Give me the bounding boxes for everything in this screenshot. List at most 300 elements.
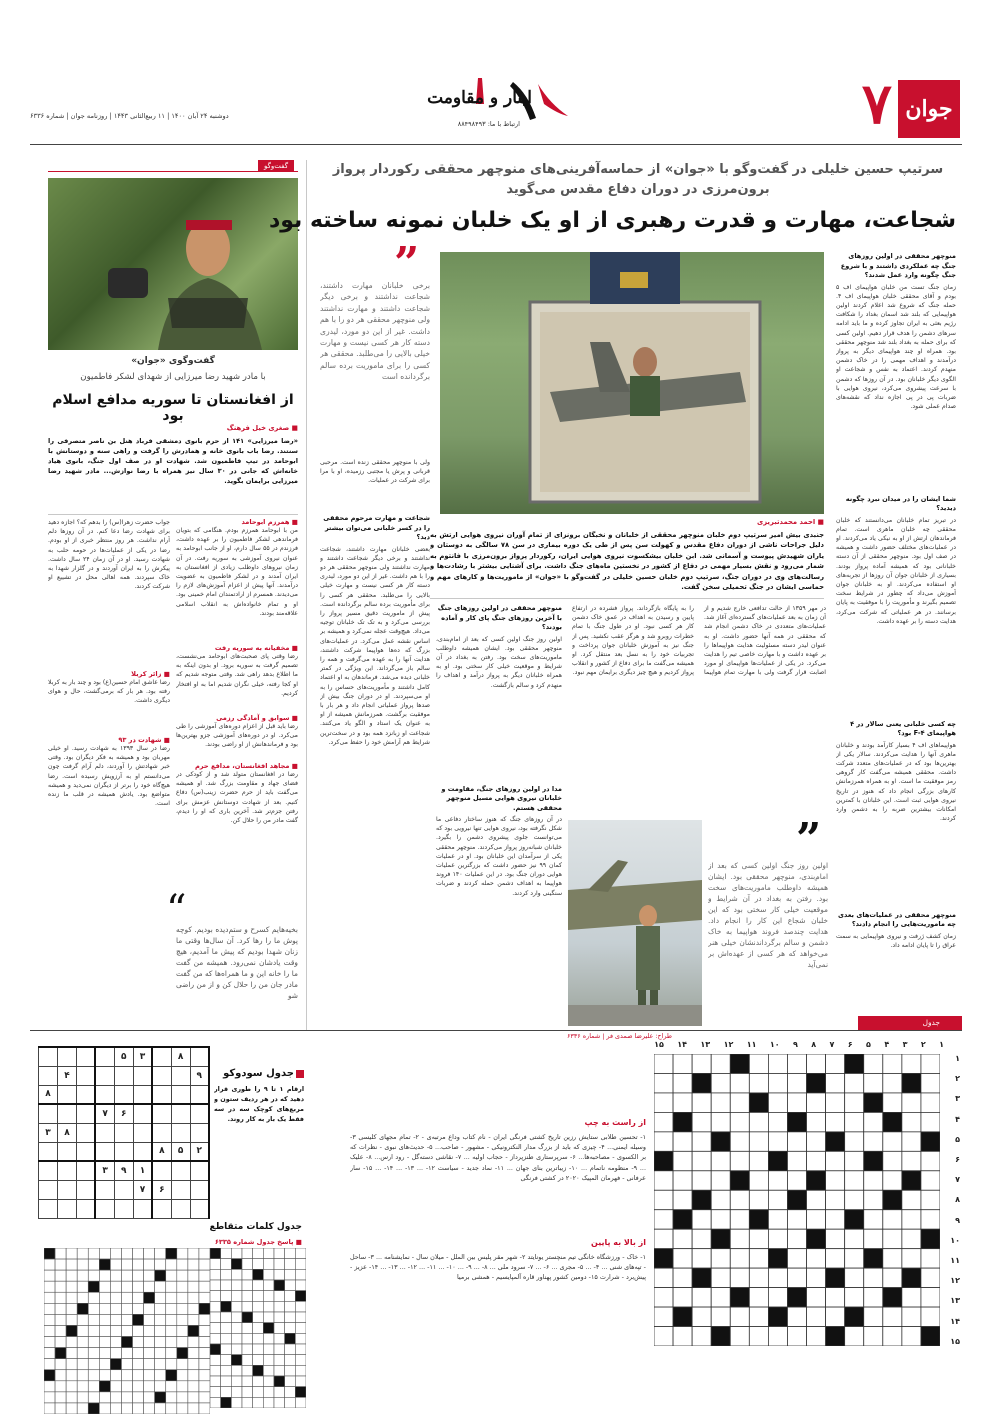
down-title: از بالا به پایین [591,1238,646,1247]
crossword-cell[interactable] [864,1288,883,1307]
crossword-cell[interactable] [711,1288,730,1307]
sudoku-cell[interactable]: ۷ [95,1104,114,1123]
crossword-block [768,1307,787,1326]
crossword-cell[interactable] [673,1288,692,1307]
sudoku-cell[interactable] [114,1066,133,1085]
crossword-cell[interactable] [673,1190,692,1209]
crossword-cell[interactable] [673,1151,692,1170]
crossword-cell[interactable] [787,1307,806,1326]
crossword-cell[interactable] [921,1268,940,1287]
crossword-cell[interactable] [654,1229,673,1248]
crossword-cell[interactable] [730,1327,749,1346]
crossword-cell[interactable] [673,1268,692,1287]
crossword-cell[interactable] [654,1073,673,1092]
prev-crossword-cell [221,1291,232,1302]
sudoku-cell[interactable]: ۸ [171,1047,190,1066]
crossword-cell[interactable] [864,1073,883,1092]
crossword-cell[interactable] [864,1112,883,1131]
crossword-cell[interactable] [749,1307,768,1326]
crossword-cell[interactable] [730,1151,749,1170]
crossword-block [749,1093,768,1112]
crossword-cell[interactable] [711,1210,730,1229]
prev-crossword-answers-svg [210,1248,306,1408]
crossword-cell[interactable] [654,1307,673,1326]
sudoku-cell[interactable] [39,1142,58,1161]
sudoku-cell[interactable] [171,1104,190,1123]
sudoku-cell[interactable] [190,1161,209,1180]
sudoku-cell[interactable]: ۸ [39,1085,58,1104]
crossword-cell[interactable] [883,1307,902,1326]
prev-crossword-cell [77,1370,88,1381]
crossword-cell[interactable] [654,1288,673,1307]
crossword-cell[interactable] [654,1171,673,1190]
prev-crossword-cell [285,1269,296,1280]
sudoku-cell[interactable] [190,1199,209,1218]
crossword-cell[interactable] [883,1093,902,1112]
prev-crossword-cell [274,1344,285,1355]
crossword-cell[interactable] [826,1151,845,1170]
sudoku-cell[interactable] [58,1104,77,1123]
crossword-cell[interactable] [902,1288,921,1307]
sudoku-cell[interactable] [76,1161,95,1180]
sudoku-cell[interactable] [39,1047,58,1066]
crossword-cell[interactable] [826,1190,845,1209]
crossword-cell[interactable] [883,1073,902,1092]
crossword-cell[interactable] [845,1093,864,1112]
crossword-cell[interactable] [711,1190,730,1209]
crossword-cell[interactable] [845,1268,864,1287]
sudoku-cell[interactable]: ۵ [171,1142,190,1161]
crossword-cell[interactable] [654,1054,673,1073]
sudoku-cell[interactable] [76,1066,95,1085]
date-line: دوشنبه ۲۴ آبان ۱۴۰۰ | ۱۱ ربیع‌الثانی ۱۴۴۳ | روزنامه جوان | شماره ۶۳۳۶ [30,112,229,120]
crossword-cell[interactable] [921,1288,940,1307]
sudoku-cell[interactable] [152,1047,171,1066]
crossword-cell[interactable] [749,1171,768,1190]
crossword-cell[interactable] [768,1190,787,1209]
crossword-cell[interactable] [921,1249,940,1268]
crossword-cell[interactable] [673,1093,692,1112]
crossword-cell[interactable] [768,1073,787,1092]
sudoku-cell[interactable] [95,1047,114,1066]
sudoku-cell[interactable] [95,1199,114,1218]
sudoku-cell[interactable] [190,1123,209,1142]
prev-crossword-cell [274,1301,285,1312]
crossword-cell[interactable] [654,1093,673,1112]
sudoku-cell[interactable]: ۳ [95,1161,114,1180]
crossword-cell[interactable] [921,1210,940,1229]
sudoku-cell[interactable] [171,1180,190,1199]
crossword-cell[interactable] [807,1327,826,1346]
sudoku-cell[interactable] [171,1161,190,1180]
crossword-cell[interactable] [807,1307,826,1326]
crossword-cell[interactable] [730,1093,749,1112]
sudoku-cell[interactable] [58,1180,77,1199]
crossword-cell[interactable] [864,1132,883,1151]
crossword-cell[interactable] [826,1307,845,1326]
crossword-cell[interactable] [749,1249,768,1268]
sudoku-cell[interactable]: ۹ [114,1161,133,1180]
crossword-cell[interactable] [654,1210,673,1229]
sudoku-cell[interactable]: ۳ [39,1123,58,1142]
prev-crossword-cell [77,1392,88,1403]
crossword-cell[interactable] [654,1112,673,1131]
sudoku-cell[interactable] [114,1085,133,1104]
crossword-cell[interactable] [864,1171,883,1190]
prev-crossword-cell [188,1381,199,1392]
crossword-cell[interactable] [826,1288,845,1307]
crossword-cell[interactable] [921,1054,940,1073]
crossword-cell[interactable] [692,1210,711,1229]
sudoku-cell[interactable] [95,1180,114,1199]
crossword-cell[interactable] [711,1073,730,1092]
crossword-block [826,1268,845,1287]
crossword-cell[interactable] [787,1132,806,1151]
crossword-cell[interactable] [711,1151,730,1170]
sudoku-cell[interactable] [76,1104,95,1123]
prev-crossword-answers [210,1248,306,1408]
sudoku-cell[interactable] [152,1161,171,1180]
crossword-cell[interactable] [692,1249,711,1268]
sudoku-cell[interactable] [39,1199,58,1218]
crossword-cell[interactable] [654,1268,673,1287]
crossword-cell[interactable] [730,1249,749,1268]
crossword-cell[interactable] [826,1112,845,1131]
crossword-cell[interactable] [749,1054,768,1073]
sudoku-cell[interactable] [190,1180,209,1199]
sudoku-cell[interactable]: ۲ [190,1142,209,1161]
sudoku-cell[interactable]: ۶ [114,1104,133,1123]
crossword-cell[interactable] [730,1132,749,1151]
crossword-cell[interactable] [807,1268,826,1287]
crossword-cell[interactable] [883,1249,902,1268]
crossword-cell[interactable] [921,1112,940,1131]
crossword-cell[interactable] [845,1073,864,1092]
crossword-cell[interactable] [768,1171,787,1190]
crossword-cell[interactable] [749,1229,768,1248]
crossword-cell[interactable] [845,1112,864,1131]
crossword-cell[interactable] [711,1093,730,1112]
sudoku-cell[interactable] [133,1123,152,1142]
crossword-cell[interactable] [768,1268,787,1287]
crossword-cell[interactable] [749,1073,768,1092]
crossword-cell[interactable] [711,1307,730,1326]
crossword-cell[interactable] [845,1132,864,1151]
crossword-cell[interactable] [711,1268,730,1287]
crossword-cell[interactable] [845,1249,864,1268]
crossword-cell[interactable] [845,1229,864,1248]
crossword-cell[interactable] [654,1132,673,1151]
crossword-cell[interactable] [902,1132,921,1151]
crossword-cell[interactable] [768,1229,787,1248]
crossword-cell[interactable] [883,1210,902,1229]
crossword-cell[interactable] [826,1210,845,1229]
crossword-cell[interactable] [673,1171,692,1190]
crossword-cell[interactable] [711,1171,730,1190]
sudoku-cell[interactable] [133,1085,152,1104]
prev-crossword-cell [177,1303,188,1314]
crossword-cell[interactable] [883,1229,902,1248]
sudoku-cell[interactable]: ۷ [133,1180,152,1199]
prev-crossword-cell [274,1269,285,1280]
crossword-cell[interactable] [730,1210,749,1229]
sudoku-cell[interactable] [76,1142,95,1161]
prev-crossword-block [210,1248,221,1259]
crossword-cell[interactable] [787,1249,806,1268]
prev-crossword-cell [177,1281,188,1292]
crossword-cell[interactable] [845,1288,864,1307]
crossword-cell[interactable] [921,1151,940,1170]
crossword-cell[interactable] [902,1151,921,1170]
crossword-cell[interactable] [826,1093,845,1112]
crossword-cell[interactable] [692,1307,711,1326]
sudoku-cell[interactable] [171,1123,190,1142]
main-body-6: بعضی خلبانان مهارت داشتند، شجاعت نداشتند و برخی دیگر شجاعت داشتند و مهارت نداشتند ولی منوچهر محققی هر دو را با هم داشت. غیر از این دو مورد، لیدری دسته کار هر کسی نیست و مهارت خیلی بالایی را می‌طلبد. محققی هر کسی را برای مأموریت برده سالم برگردانده است. پیش از ماموریت دقیق مسیر پرواز را بررسی می‌کرد و به تک تک خلبانان توجیه می‌داد. هیچ‌وقت عجله نمی‌کرد و همیشه بر اساس نقشه عمل می‌کرد. در عملیات‌های بزرگ که ده‌ها هواپیما شرکت داشتند، هدایت آنها را به عهده می‌گرفت و همه را سالم باز می‌گرداند. این ویژگی در کمتر خلبانی دیده می‌شد. فرماندهان به او اعتماد کامل داشتند و مأموریت‌های حساس را به او می‌سپردند. او در دوران جنگ بیش از صدها پرواز عملیاتی انجام داد و هر بار با موفقیت برگشت. همرزمانش همیشه از او به عنوان یک استاد و الگو یاد می‌کنند. شجاعت او زبانزد همه بود و در سخت‌ترین شرایط هم آرامش خود را حفظ می‌کرد. [320,545,430,746]
crossword-cell[interactable] [921,1190,940,1209]
crossword-cell[interactable] [864,1268,883,1287]
sudoku-cell[interactable] [190,1085,209,1104]
sudoku-cell[interactable]: ۱ [133,1161,152,1180]
prev-crossword-cell [177,1259,188,1270]
sudoku-cell[interactable] [39,1066,58,1085]
crossword-cell[interactable] [692,1229,711,1248]
crossword-cell[interactable] [654,1190,673,1209]
sudoku-cell[interactable] [133,1142,152,1161]
crossword-cell[interactable] [787,1151,806,1170]
crossword-cell[interactable] [749,1112,768,1131]
crossword-cell[interactable] [807,1112,826,1131]
sudoku-cell[interactable]: ۸ [152,1142,171,1161]
sudoku-cell[interactable] [76,1180,95,1199]
sudoku-cell[interactable] [171,1066,190,1085]
crossword-cell[interactable] [845,1151,864,1170]
prev-crossword-cell [166,1381,177,1392]
sudoku-cell[interactable] [95,1142,114,1161]
crossword-cell[interactable] [787,1229,806,1248]
crossword-cell[interactable] [730,1229,749,1248]
crossword-cell[interactable] [902,1112,921,1131]
crossword-cell[interactable] [673,1073,692,1092]
crossword-cell[interactable] [711,1249,730,1268]
crossword-cell[interactable] [692,1151,711,1170]
sudoku-cell[interactable]: ۸ [58,1123,77,1142]
sudoku-cell[interactable] [171,1085,190,1104]
crossword-cell[interactable] [730,1073,749,1092]
crossword-cell[interactable] [807,1190,826,1209]
crossword-cell[interactable] [883,1132,902,1151]
sudoku-cell[interactable] [133,1066,152,1085]
crossword-cell[interactable] [883,1268,902,1287]
sudoku-cell[interactable] [58,1047,77,1066]
sudoku-cell[interactable] [190,1047,209,1066]
prev-crossword-cell [55,1359,66,1370]
sudoku-cell[interactable] [58,1199,77,1218]
crossword-cell[interactable] [768,1093,787,1112]
prev-crossword-block [253,1269,264,1280]
prev-crossword-cell [295,1323,306,1334]
crossword-cell[interactable] [902,1327,921,1346]
crossword-cell[interactable] [864,1210,883,1229]
sudoku-cell[interactable] [114,1199,133,1218]
sudoku-cell[interactable]: ۹ [190,1066,209,1085]
crossword-cell[interactable] [787,1054,806,1073]
sudoku-cell[interactable] [152,1104,171,1123]
crossword-cell[interactable] [921,1171,940,1190]
crossword-cell[interactable] [807,1132,826,1151]
sudoku-cell[interactable] [76,1123,95,1142]
crossword-cell[interactable] [787,1210,806,1229]
crossword-cell[interactable] [807,1054,826,1073]
sudoku-cell[interactable]: ۴ [58,1066,77,1085]
sudoku-cell[interactable] [95,1066,114,1085]
crossword-cell[interactable] [768,1327,787,1346]
crossword-cell[interactable] [883,1151,902,1170]
crossword-cell[interactable] [921,1093,940,1112]
crossword-cell[interactable] [807,1210,826,1229]
main-q6: مدا در اولین روزهای جنگ، مقاومت و خلبانان نیروی هوایی مسیل منوچهر محققی هستم. [441,784,562,812]
crossword-cell[interactable] [864,1054,883,1073]
crossword-cell[interactable] [902,1190,921,1209]
crossword-cell[interactable] [845,1327,864,1346]
crossword-cell[interactable] [787,1268,806,1287]
crossword-cell[interactable] [692,1112,711,1131]
sudoku-grid[interactable] [38,1046,210,1218]
crossword-cell[interactable] [902,1229,921,1248]
crossword-cell[interactable] [787,1327,806,1346]
crossword-grid-svg[interactable] [654,1054,940,1346]
sudoku-cell[interactable] [39,1104,58,1123]
crossword-cell[interactable] [730,1268,749,1287]
crossword-cell[interactable] [673,1054,692,1073]
crossword-cell[interactable] [749,1327,768,1346]
crossword-cell[interactable] [883,1054,902,1073]
crossword-cell[interactable] [921,1073,940,1092]
crossword-cell[interactable] [692,1288,711,1307]
sudoku-cell[interactable] [114,1142,133,1161]
sudoku-cell[interactable] [39,1161,58,1180]
crossword-cell[interactable] [826,1229,845,1248]
crossword-cell[interactable] [692,1054,711,1073]
crossword-cell[interactable] [921,1307,940,1326]
crossword-cell[interactable] [768,1210,787,1229]
crossword-cell[interactable] [768,1112,787,1131]
crossword-cell[interactable] [749,1268,768,1287]
sudoku-cell[interactable] [39,1180,58,1199]
crossword-cell[interactable] [902,1054,921,1073]
crossword-cell[interactable] [864,1327,883,1346]
prev-crossword-cell [295,1248,306,1259]
crossword-cell[interactable] [826,1054,845,1073]
crossword-cell[interactable] [787,1073,806,1092]
sudoku-cell[interactable] [152,1123,171,1142]
sudoku-cell[interactable] [171,1199,190,1218]
crossword-cell[interactable] [711,1054,730,1073]
crossword-cell[interactable] [807,1151,826,1170]
crossword-cell[interactable] [883,1171,902,1190]
crossword-cell[interactable] [749,1288,768,1307]
sudoku-cell[interactable] [76,1085,95,1104]
sudoku-cell[interactable] [95,1123,114,1142]
crossword-cell[interactable] [902,1249,921,1268]
crossword-cell[interactable] [749,1132,768,1151]
crossword-cell[interactable] [673,1132,692,1151]
crossword-cell[interactable] [749,1151,768,1170]
crossword-cell[interactable] [692,1327,711,1346]
crossword-cell[interactable] [845,1171,864,1190]
sudoku-cell[interactable]: ۶ [152,1180,171,1199]
crossword-cell[interactable] [902,1093,921,1112]
crossword-grid[interactable] [654,1054,940,1346]
crossword-cell[interactable] [807,1288,826,1307]
crossword-cell[interactable] [864,1229,883,1248]
crossword-cell[interactable] [768,1288,787,1307]
prev-crossword-cell [199,1259,210,1270]
crossword-cell[interactable] [787,1171,806,1190]
crossword-cell[interactable] [787,1093,806,1112]
crossword-cell[interactable] [654,1327,673,1346]
crossword-cell[interactable] [902,1210,921,1229]
crossword-cell[interactable] [768,1054,787,1073]
sudoku-cell[interactable]: ۳ [133,1047,152,1066]
sudoku-cell[interactable] [152,1085,171,1104]
side-body-3: رضا باید قبل از اعزام دوره‌های آموزشی را طی می‌کرد. او در دوره‌های آموزشی جزو بهترین‌ها بود و فرماندهانش از او راضی بودند. [176,723,298,749]
crossword-cell[interactable] [749,1190,768,1209]
crossword-cell[interactable] [673,1249,692,1268]
sudoku-cell[interactable] [133,1199,152,1218]
sudoku-cell[interactable] [58,1085,77,1104]
sudoku-cell[interactable] [190,1104,209,1123]
sudoku-cell[interactable] [76,1199,95,1218]
crossword-cell[interactable] [845,1190,864,1209]
crossword-cell[interactable] [902,1307,921,1326]
crossword-cell[interactable] [807,1249,826,1268]
crossword-cell[interactable] [807,1093,826,1112]
prev-crossword-cell [110,1392,121,1403]
crossword-cell[interactable] [692,1171,711,1190]
crossword-cell[interactable] [711,1112,730,1131]
prev-crossword-cell [231,1387,242,1398]
sudoku-cell[interactable] [114,1123,133,1142]
crossword-cell[interactable] [673,1327,692,1346]
crossword-cell[interactable] [826,1171,845,1190]
sudoku-cell[interactable] [76,1047,95,1066]
crossword-cell[interactable] [864,1190,883,1209]
crossword-cell[interactable] [883,1327,902,1346]
sudoku-cell[interactable] [133,1104,152,1123]
sudoku-cell[interactable] [58,1142,77,1161]
sudoku-cell[interactable]: ۵ [114,1047,133,1066]
sudoku-cell[interactable] [152,1199,171,1218]
crossword-cell[interactable] [864,1307,883,1326]
prev-crossword-cell [274,1323,285,1334]
crossword-cell[interactable] [826,1249,845,1268]
prev-crossword-cell [263,1355,274,1366]
crossword-cell[interactable] [730,1190,749,1209]
crossword-cell[interactable] [692,1132,711,1151]
prev-crossword-cell [199,1325,210,1336]
crossword-cell[interactable] [673,1229,692,1248]
sudoku-cell[interactable] [152,1066,171,1085]
crossword-cell[interactable] [692,1093,711,1112]
crossword-cell[interactable] [730,1112,749,1131]
crossword-cell[interactable] [730,1307,749,1326]
sudoku-cell[interactable] [114,1180,133,1199]
crossword-cell[interactable] [826,1073,845,1092]
sudoku-cell[interactable] [58,1161,77,1180]
sudoku-table[interactable] [38,1046,210,1219]
sudoku-cell[interactable] [95,1085,114,1104]
crossword-cell[interactable] [768,1132,787,1151]
